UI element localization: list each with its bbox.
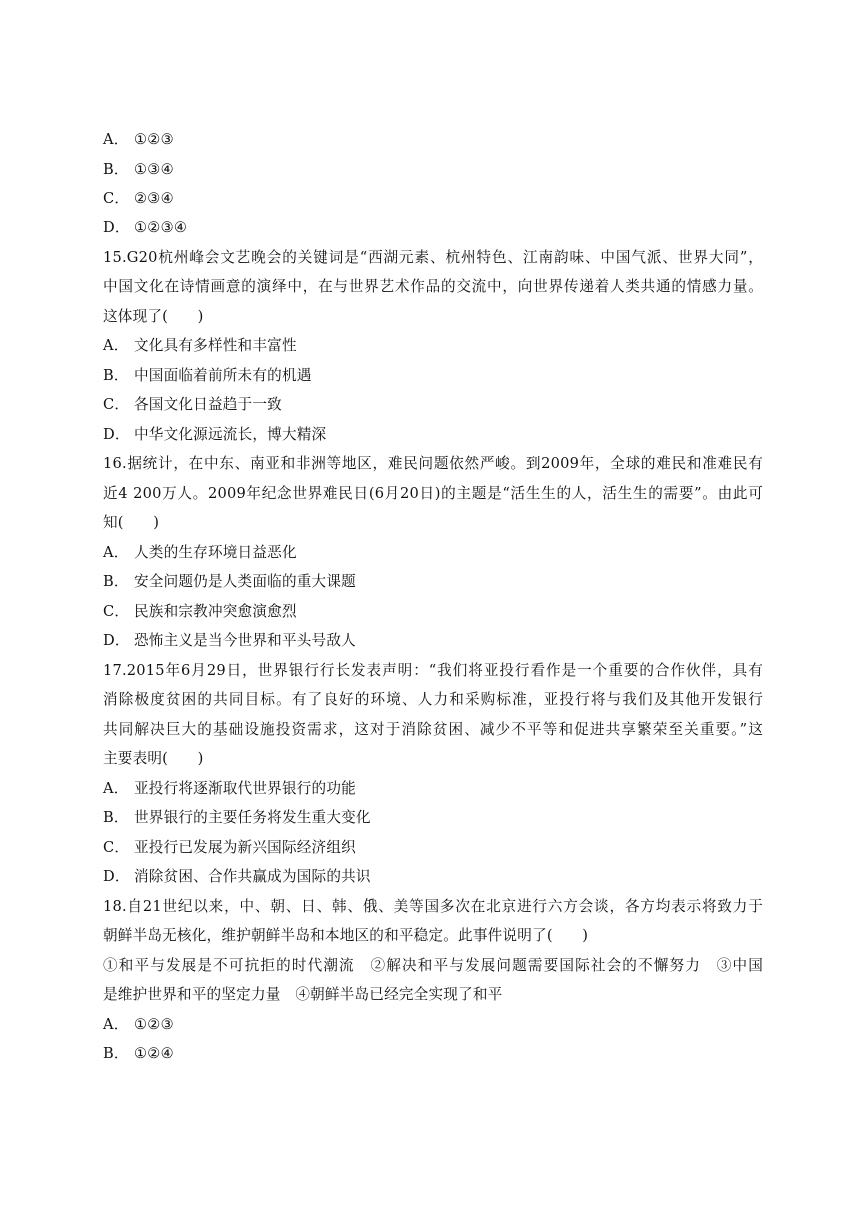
option-text: 世界银行的主要任务将发生重大变化	[134, 809, 371, 826]
question-18-line-1: 18.自21世纪以来，中、朝、日、韩、俄、美等国多次在北京进行六方会谈，各方均表示将致力于	[103, 898, 763, 915]
option-text: 安全问题仍是人类面临的重大课题	[134, 573, 356, 590]
question-15-line-3: 这体现了( )	[103, 308, 204, 325]
option-letter: C．	[103, 603, 130, 620]
option-letter: B．	[103, 161, 129, 178]
option-line	[103, 572, 763, 592]
option-line	[103, 808, 763, 828]
option-letter: D．	[103, 868, 130, 885]
option-text: ①②④	[134, 1045, 174, 1062]
option-letter: D．	[103, 219, 130, 236]
option-line	[103, 602, 763, 622]
option-letter: A．	[103, 1016, 129, 1033]
option-letter: B．	[103, 573, 129, 590]
option-line	[103, 366, 763, 386]
option-letter: C．	[103, 396, 130, 413]
option-text: 消除贫困、合作共赢成为国际的共识	[134, 868, 371, 885]
question-16-line-1: 16.据统计，在中东、南亚和非洲等地区，难民问题依然严峻。到2009年，全球的难民和准难民有	[103, 455, 763, 472]
option-text: 民族和宗教冲突愈演愈烈	[134, 603, 297, 620]
option-letter: B．	[103, 367, 129, 384]
option-line	[103, 543, 763, 563]
option-letter: B．	[103, 1045, 129, 1062]
question-18-line-2: 朝鲜半岛无核化，维护朝鲜半岛和本地区的和平稳定。此事件说明了( )	[103, 927, 589, 944]
option-letter: A．	[103, 544, 129, 561]
option-letter: D．	[103, 632, 130, 649]
option-line	[103, 838, 763, 858]
question-17-line-3: 共同解决巨大的基础设施投资需求，这对于消除贫困、减少不平等和促进共享繁荣至关重要。”这	[103, 721, 763, 738]
option-text: 亚投行已发展为新兴国际经济组织	[134, 839, 356, 856]
option-letter: A．	[103, 780, 129, 797]
option-text: ①②③④	[134, 219, 188, 236]
option-line	[103, 631, 763, 651]
question-17-line-1: 17.2015年6月29日，世界银行行长发表声明：“我们将亚投行看作是一个重要的合作伙伴，具有	[103, 662, 763, 679]
question-16-line-2: 近4 200万人。2009年纪念世界难民日(6月20日)的主题是“活生生的人，活生生的需要”。由此可	[103, 485, 763, 502]
option-text: ①②③	[134, 131, 174, 148]
option-text: 中华文化源远流长，博大精深	[134, 426, 327, 443]
option-line	[103, 867, 763, 887]
option-text: 恐怖主义是当今世界和平头号敌人	[134, 632, 356, 649]
question-18-line-4: 是维护世界和平的坚定力量 ④朝鲜半岛已经完全实现了和平	[103, 986, 503, 1003]
option-line	[103, 336, 763, 356]
option-line	[103, 160, 763, 180]
option-line	[103, 1015, 763, 1035]
option-letter: C．	[103, 839, 130, 856]
question-17-line-4: 主要表明( )	[103, 750, 204, 767]
option-line	[103, 1044, 763, 1064]
option-letter: C．	[103, 190, 130, 207]
option-letter: A．	[103, 131, 129, 148]
option-text: ②③④	[134, 190, 174, 207]
option-letter: B．	[103, 809, 129, 826]
option-text: 各国文化日益趋于一致	[134, 396, 282, 413]
option-text: ①③④	[134, 161, 174, 178]
option-text: 中国面临着前所未有的机遇	[134, 367, 312, 384]
option-text: 文化具有多样性和丰富性	[134, 337, 297, 354]
option-text: 亚投行将逐渐取代世界银行的功能	[134, 780, 356, 797]
option-text: 人类的生存环境日益恶化	[134, 544, 297, 561]
option-line	[103, 218, 763, 238]
option-line	[103, 425, 763, 445]
option-line	[103, 189, 763, 209]
option-text: ①②③	[134, 1016, 174, 1033]
question-17-line-2: 消除极度贫困的共同目标。有了良好的环境、人力和采购标准，亚投行将与我们及其他开发银行	[103, 691, 763, 708]
option-line	[103, 130, 763, 150]
option-line	[103, 779, 763, 799]
question-16-line-3: 知( )	[103, 514, 160, 531]
question-15-line-1: 15.G20杭州峰会文艺晚会的关键词是“西湖元素、杭州特色、江南韵味、中国气派、世界大同”，	[103, 249, 763, 266]
question-15-line-2: 中国文化在诗情画意的演绎中，在与世界艺术作品的交流中，向世界传递着人类共通的情感力量。	[103, 278, 763, 295]
option-letter: D．	[103, 426, 130, 443]
option-line	[103, 395, 763, 415]
option-letter: A．	[103, 337, 129, 354]
question-18-line-3: ①和平与发展是不可抗拒的时代潮流 ②解决和平与发展问题需要国际社会的不懈努力 ③中国	[103, 957, 763, 974]
